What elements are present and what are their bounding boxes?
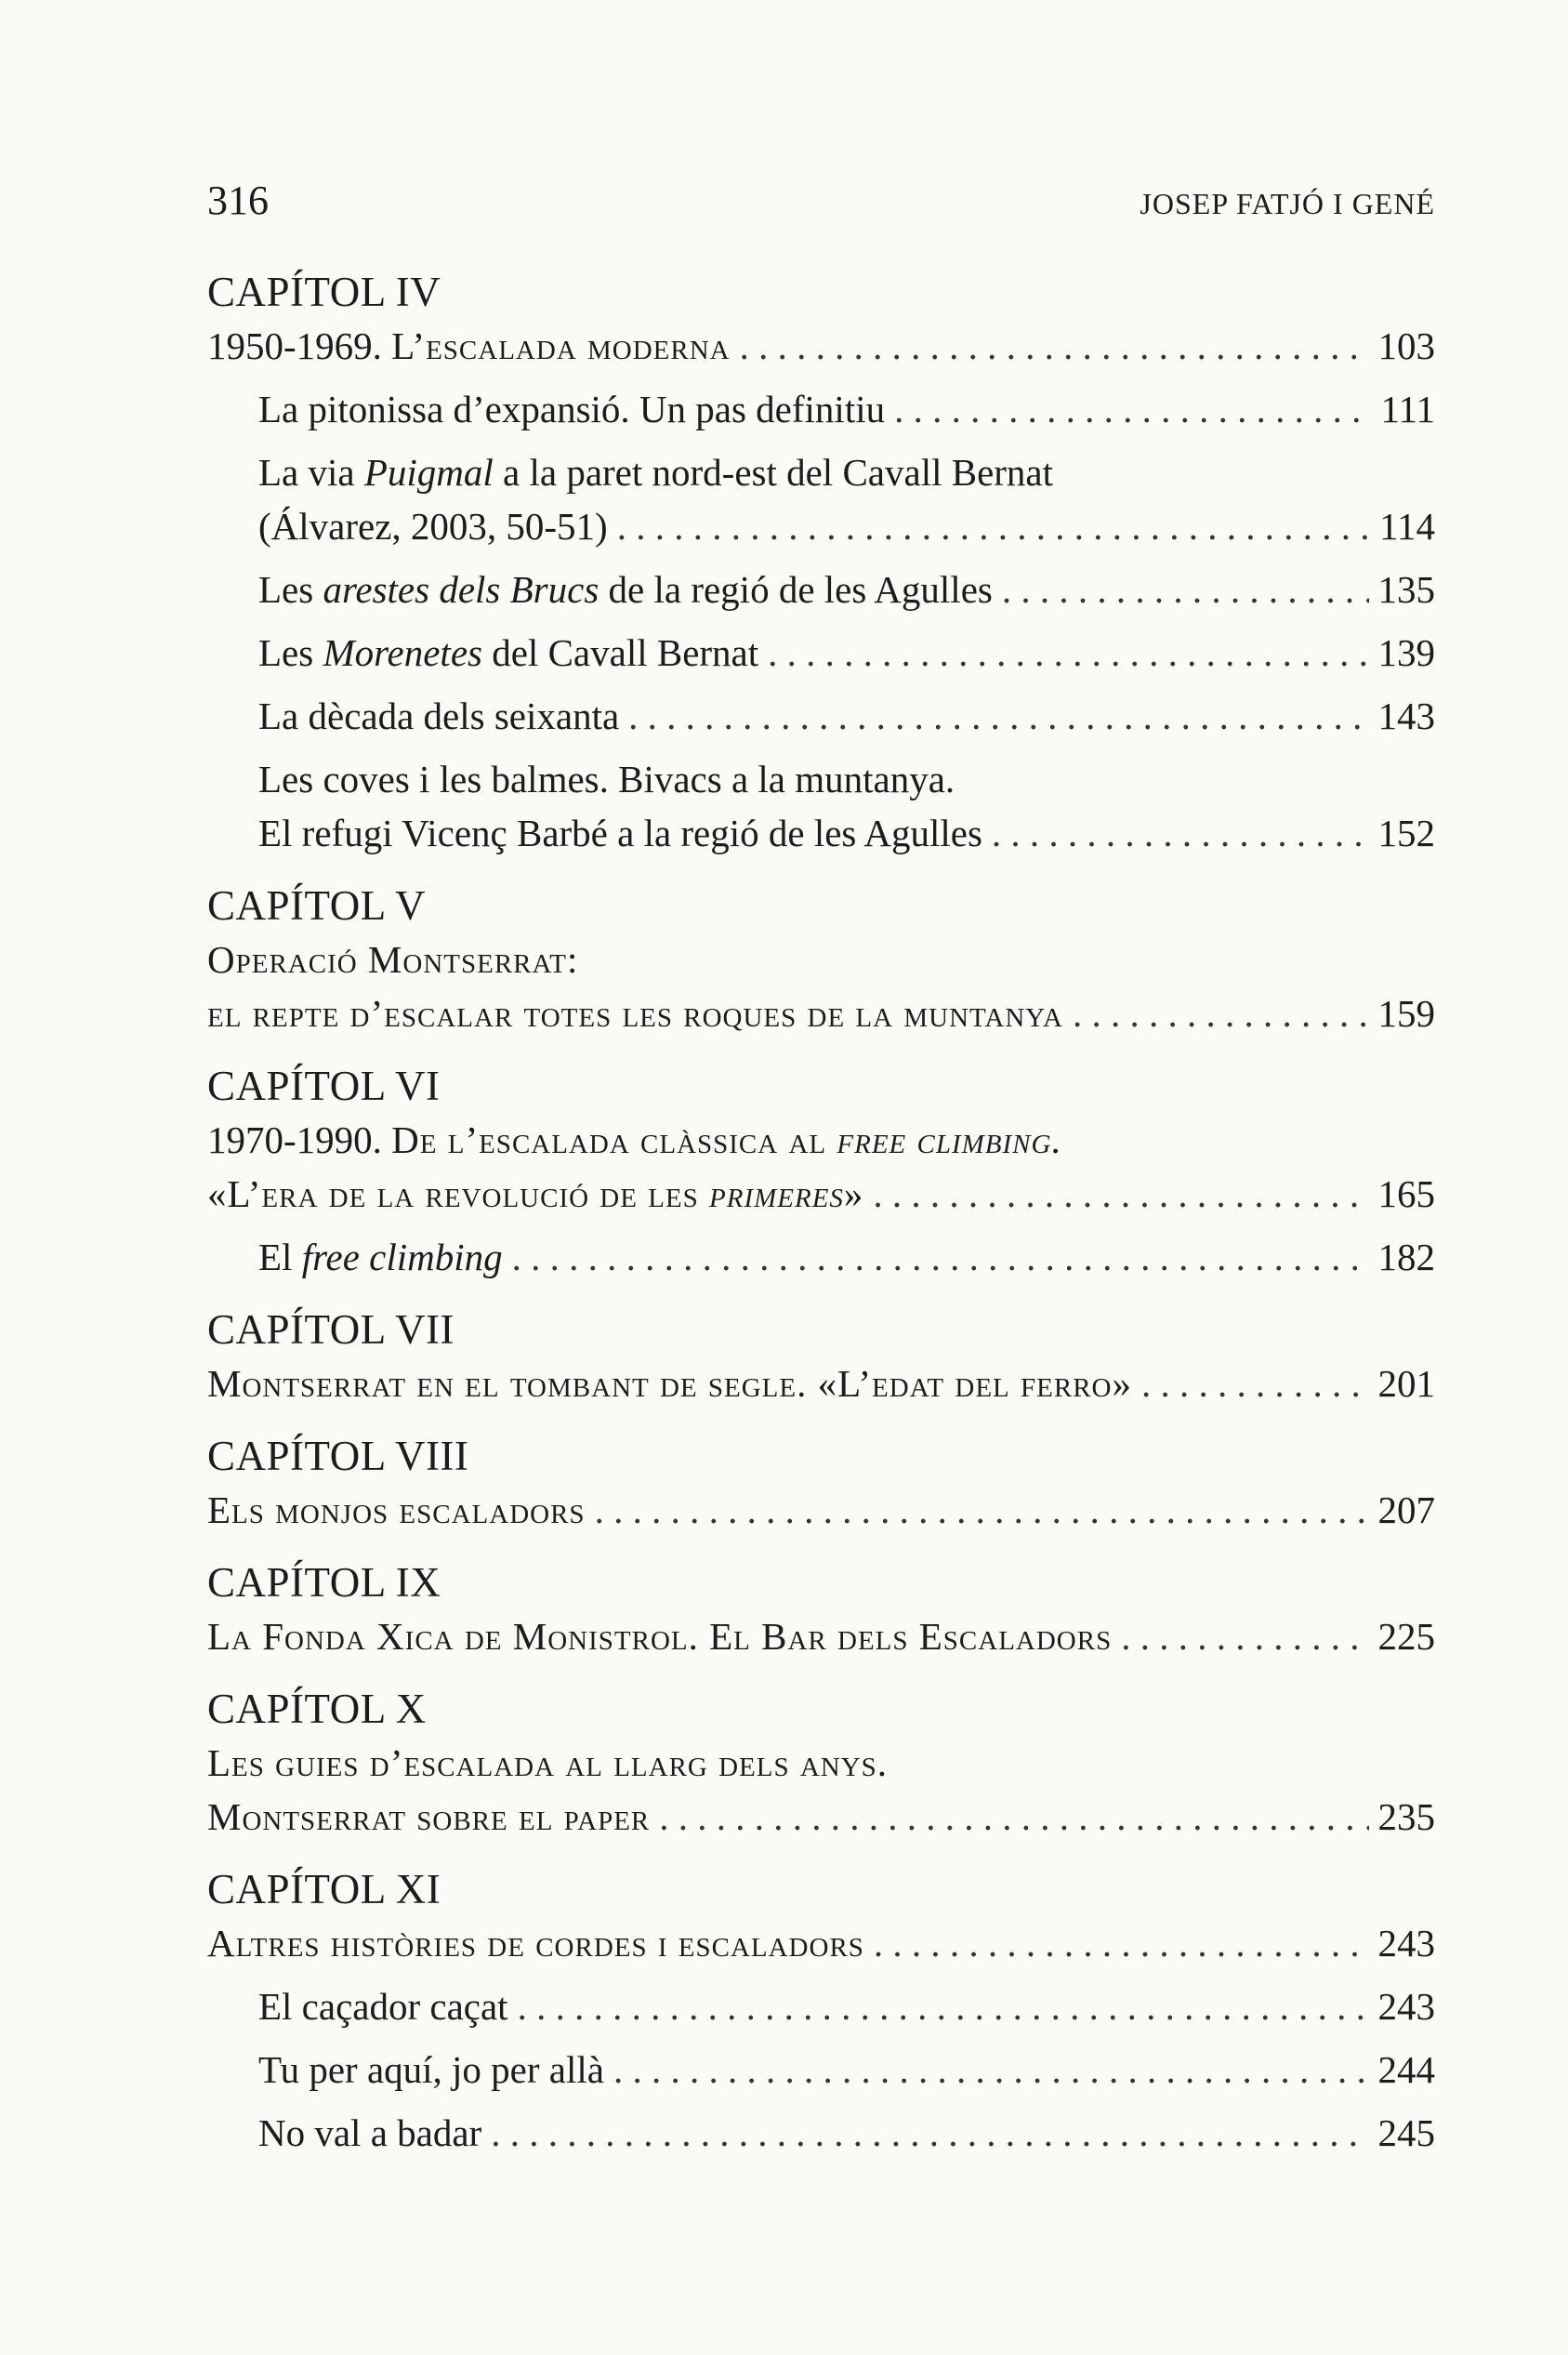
chapter-label: CAPÍTOL IX bbox=[207, 1559, 441, 1606]
toc-entry-line: Les guies d’escalada al llarg dels anys. bbox=[207, 1741, 889, 1784]
entry-text-italic: free climbing bbox=[301, 1236, 503, 1278]
entry-text: Les bbox=[258, 631, 323, 674]
dot-leader bbox=[1141, 1356, 1369, 1410]
entry-title: L’escalada moderna bbox=[391, 324, 731, 367]
toc-entry-line bbox=[207, 445, 1435, 499]
toc-entry bbox=[207, 2106, 1435, 2160]
toc-entry bbox=[207, 1979, 1435, 2033]
entry-title: Els monjos escaladors bbox=[207, 1488, 586, 1531]
dot-leader bbox=[613, 2043, 1369, 2097]
dot-leader bbox=[518, 1979, 1369, 2033]
entry-text-italic: Morenetes bbox=[323, 631, 482, 674]
dot-leader bbox=[659, 1790, 1368, 1844]
entry-text: 1970-1990. bbox=[207, 1118, 392, 1161]
entry-page: 114 bbox=[1379, 505, 1435, 548]
entry-page: 111 bbox=[1380, 388, 1435, 430]
entry-prefix: 1950-1969. bbox=[207, 324, 392, 367]
entry-text: a la paret nord-est del Cavall Bernat bbox=[493, 451, 1054, 494]
entry-text: Les bbox=[258, 568, 323, 611]
dot-leader bbox=[1002, 562, 1369, 616]
dot-leader bbox=[491, 2106, 1368, 2160]
chapter-label: CAPÍTOL V bbox=[207, 882, 426, 929]
chapter-7 bbox=[207, 1303, 1435, 1410]
toc-entry bbox=[207, 626, 1435, 680]
entry-page: 139 bbox=[1377, 631, 1435, 674]
entry-title: Altres històries de cordes i escaladors bbox=[207, 1922, 864, 1965]
entry-text: del Cavall Bernat bbox=[481, 631, 759, 674]
entry-page: 245 bbox=[1377, 2111, 1435, 2154]
entry-text: de la regió de les Agulles bbox=[599, 568, 993, 611]
entry-text-italic: primeres bbox=[709, 1172, 844, 1215]
entry-page: 244 bbox=[1377, 2048, 1435, 2091]
toc-entry-line: Operació Montserrat: bbox=[207, 938, 579, 981]
entry-text-italic: free climbing. bbox=[837, 1118, 1062, 1161]
toc-entry bbox=[207, 806, 1435, 860]
table-of-contents bbox=[207, 265, 1435, 2178]
dot-leader bbox=[1121, 1609, 1368, 1663]
dot-leader bbox=[894, 382, 1371, 436]
toc-entry bbox=[207, 1167, 1435, 1221]
entry-page: 201 bbox=[1377, 1362, 1435, 1405]
toc-entry bbox=[207, 499, 1435, 553]
toc-entry-line bbox=[207, 1113, 1435, 1167]
entry-text: La via bbox=[258, 451, 364, 494]
entry-page: 135 bbox=[1377, 568, 1435, 611]
dot-leader bbox=[1073, 986, 1369, 1040]
entry-title: Montserrat en el tombant de segle. «L’edat del ferro» bbox=[207, 1362, 1132, 1405]
chapter-6 bbox=[207, 1059, 1435, 1284]
dot-leader bbox=[617, 499, 1370, 553]
entry-title: El refugi Vicenç Barbé a la regió de les Agulles bbox=[258, 812, 982, 854]
toc-entry bbox=[207, 1790, 1435, 1844]
toc-entry bbox=[207, 986, 1435, 1040]
entry-page: 225 bbox=[1377, 1615, 1435, 1658]
chapter-label: CAPÍTOL VIII bbox=[207, 1433, 469, 1479]
dot-leader bbox=[512, 1230, 1369, 1284]
dot-leader bbox=[628, 689, 1368, 743]
entry-text-italic: arestes dels Brucs bbox=[323, 568, 600, 611]
entry-title: (Álvarez, 2003, 50-51) bbox=[258, 505, 608, 548]
dot-leader bbox=[740, 319, 1369, 373]
entry-text: El bbox=[258, 1236, 302, 1278]
toc-entry-line: Les coves i les balmes. Bivacs a la muntanya. bbox=[258, 758, 955, 800]
entry-page: 143 bbox=[1377, 695, 1435, 737]
toc-entry bbox=[207, 1230, 1435, 1284]
chapter-4 bbox=[207, 265, 1435, 860]
chapter-label: CAPÍTOL XI bbox=[207, 1866, 441, 1912]
toc-entry bbox=[207, 319, 1435, 373]
entry-text: De l’escalada clàssica al bbox=[391, 1118, 837, 1161]
entry-title: Montserrat sobre el paper bbox=[207, 1795, 651, 1838]
entry-text: «L’era de la revolució de les bbox=[207, 1172, 710, 1215]
entry-page: 165 bbox=[1377, 1172, 1435, 1215]
entry-page: 152 bbox=[1377, 812, 1435, 854]
entry-title: La pitonissa d’expansió. Un pas definitiu bbox=[258, 388, 886, 430]
entry-text-italic: Puigmal bbox=[363, 451, 494, 494]
chapter-5 bbox=[207, 879, 1435, 1040]
entry-title: El caçador caçat bbox=[258, 1985, 508, 2028]
chapter-11 bbox=[207, 1862, 1435, 2160]
toc-entry bbox=[207, 1356, 1435, 1410]
dot-leader bbox=[768, 626, 1368, 680]
running-header bbox=[207, 177, 1435, 224]
chapter-10 bbox=[207, 1682, 1435, 1844]
entry-page: 159 bbox=[1377, 992, 1435, 1035]
entry-page: 182 bbox=[1377, 1236, 1435, 1278]
running-title: JOSEP FATJÓ I GENÉ bbox=[1140, 187, 1435, 220]
chapter-9 bbox=[207, 1555, 1435, 1663]
entry-page: 235 bbox=[1377, 1795, 1435, 1838]
dot-leader bbox=[873, 1167, 1368, 1221]
toc-entry bbox=[207, 382, 1435, 436]
toc-entry bbox=[207, 2043, 1435, 2097]
entry-page: 243 bbox=[1377, 1985, 1435, 2028]
entry-text: » bbox=[843, 1172, 864, 1215]
toc-entry bbox=[207, 1483, 1435, 1537]
page-number: 316 bbox=[207, 178, 269, 223]
chapter-8 bbox=[207, 1429, 1435, 1537]
entry-page: 103 bbox=[1377, 324, 1435, 367]
entry-title: La Fonda Xica de Monistrol. El Bar dels Escaladors bbox=[207, 1615, 1113, 1658]
entry-title: La dècada dels seixanta bbox=[258, 695, 620, 737]
dot-leader bbox=[595, 1483, 1369, 1537]
entry-page: 243 bbox=[1377, 1922, 1435, 1965]
dot-leader bbox=[992, 806, 1369, 860]
dot-leader bbox=[874, 1916, 1369, 1970]
entry-title: No val a badar bbox=[258, 2111, 482, 2154]
toc-entry bbox=[207, 562, 1435, 616]
toc-entry bbox=[207, 1609, 1435, 1663]
entry-title: el repte d’escalar totes les roques de la muntanya bbox=[207, 992, 1063, 1035]
chapter-label: CAPÍTOL X bbox=[207, 1686, 427, 1732]
chapter-label: CAPÍTOL VI bbox=[207, 1063, 441, 1109]
toc-entry bbox=[207, 689, 1435, 743]
entry-title: Tu per aquí, jo per allà bbox=[258, 2048, 604, 2091]
chapter-label: CAPÍTOL IV bbox=[207, 269, 441, 315]
entry-page: 207 bbox=[1377, 1488, 1435, 1531]
chapter-label: CAPÍTOL VII bbox=[207, 1306, 455, 1353]
toc-entry bbox=[207, 1916, 1435, 1970]
